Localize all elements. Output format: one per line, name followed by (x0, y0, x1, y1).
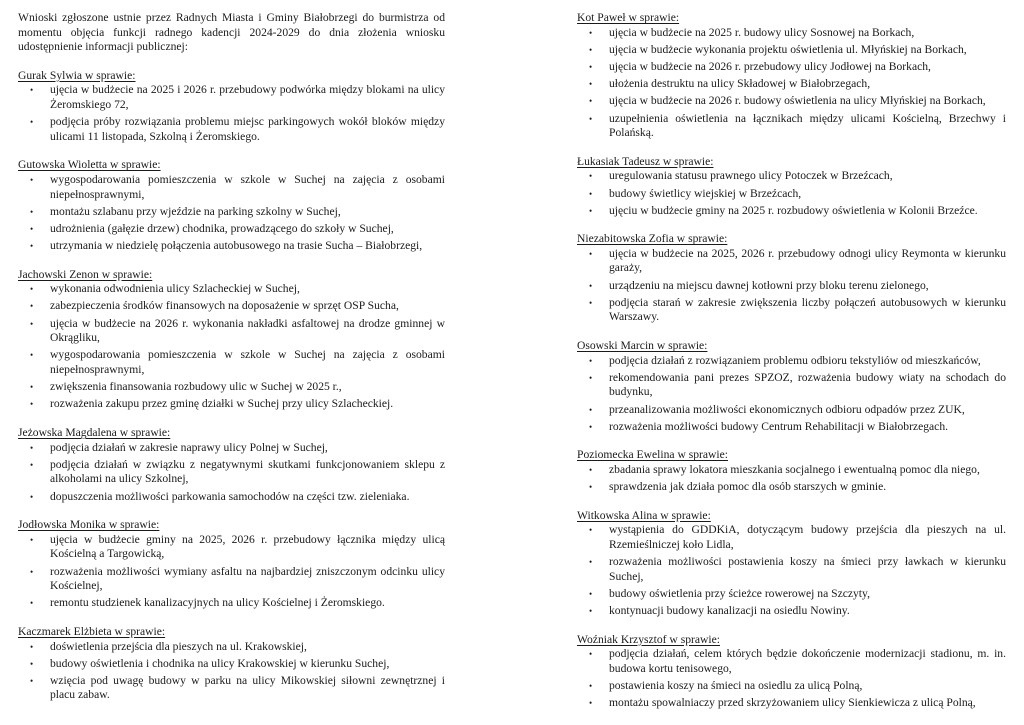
bullet-icon: • (30, 459, 34, 470)
request-text: ujęcia w budżecie na 2026 r. przebudowy ulicy Jodłowej na Borkach, (609, 59, 931, 73)
bullet-icon: • (30, 675, 34, 686)
request-list (577, 169, 1006, 218)
request-item (589, 696, 1006, 711)
request-text: zabezpieczenia środków finansowych na doposażenie w sprzęt OSP Sucha, (50, 299, 399, 313)
request-item (589, 203, 1006, 219)
request-text: wygospodarowania pomieszczenia w szkole w Suchej na zajęcia z osobami niepełnosprawnymi, (50, 348, 445, 377)
request-list (577, 247, 1006, 325)
request-text: rekomendowania pani prezes SPZOZ, rozważenia budowy wiaty na schodach do budynku, (609, 370, 1006, 399)
councillor-section (18, 426, 445, 504)
request-item (589, 246, 1006, 276)
intro-paragraph: Wnioski zgłoszone ustnie przez Radnych Miasta i Gminy Białobrzegi do burmistrza od momentu objęcia funkcji radnego kadencji 2024-2029 do dnia złożenia wniosku udostępnienie informacji publicznej: (18, 11, 445, 54)
request-text: utrzymania w niedzielę połączenia autobusowego na trasie Sucha – Białobrzegi, (50, 239, 423, 253)
request-item (589, 169, 1006, 184)
request-text: ujęcia w budżecie na 2026 r. budowy oświetlenia na ulicy Młyńskiej na Borkach, (609, 94, 986, 108)
request-item (589, 111, 1006, 141)
bullet-icon: • (589, 482, 593, 493)
councillor-name-heading: Niezabitowska Zofia w sprawie: (577, 232, 728, 246)
councillor-name-heading: Gurak Sylwia w sprawie: (18, 68, 136, 82)
request-item (30, 596, 445, 611)
bullet-icon: • (30, 223, 34, 234)
request-text: rozważenia zakupu przez gminę działki w Suchej przy ulicy Szlacheckiej. (50, 397, 394, 411)
request-list (577, 523, 1006, 618)
bullet-icon: • (589, 404, 593, 415)
request-text: dopuszczenia możliwości parkowania samochodów na części tzw. zieleniaka. (50, 489, 410, 503)
request-text: wygospodarowania pomieszczenia w szkole w Suchej na zajęcia z osobami niepełnosprawnymi, (50, 172, 445, 201)
councillor-name-heading: Kot Paweł w sprawie: (577, 11, 680, 24)
bullet-icon: • (589, 698, 593, 709)
bullet-icon: • (30, 174, 34, 185)
bullet-icon: • (30, 566, 34, 577)
councillor-name-heading: Jachowski Zenon w sprawie: (18, 267, 153, 281)
request-item (589, 523, 1006, 552)
request-item (30, 282, 445, 297)
bullet-icon: • (589, 171, 593, 182)
request-text: ujęciu w budżecie gminy na 2025 r. rozbudowy oświetlenia w Kolonii Brzeźce. (609, 203, 978, 217)
request-text: budowy oświetlenia przy ścieżce rowerowej na Szczyty, (609, 586, 870, 600)
request-item (589, 480, 1006, 495)
request-item (30, 673, 445, 703)
request-item (30, 656, 445, 672)
councillor-section (18, 518, 445, 611)
request-text: ujęcia w budżecie na 2025 r. budowy ulicy Sosnowej na Borkach, (609, 25, 915, 39)
request-list (18, 533, 445, 611)
councillor-name-heading: Osowski Marcin w sprawie: (577, 339, 708, 353)
councillor-section (577, 339, 1006, 434)
request-text: zwiększenia finansowania rozbudowy ulic w Suchej w 2025 r., (50, 380, 342, 394)
request-text: ułożenia destruktu na ulicy Składowej w Białobrzegach, (609, 77, 871, 91)
request-text: podjęcia działań, celem których będzie dokończenie modernizacji stadionu, m. in. budowa kortu tenisowego, (609, 647, 1006, 675)
request-text: postawienia koszy na śmieci na osiedlu za ulicą Polną, (609, 679, 863, 693)
request-text: uzupełnienia oświetlenia na łącznikach między ulicami Kościelną, Brzechwy i Polańską. (609, 111, 1006, 140)
bullet-icon: • (589, 525, 593, 536)
document-page-right (577, 11, 1006, 725)
request-item (30, 348, 445, 377)
bullet-icon: • (30, 382, 34, 393)
request-text: budowy świetlicy wiejskiej w Brzeźcach, (609, 186, 802, 200)
request-item (30, 532, 445, 562)
request-item (30, 457, 445, 487)
request-item (589, 295, 1006, 325)
bullet-icon: • (30, 206, 34, 217)
request-text: montażu szlabanu przy wjeździe na parking szkolny w Suchej, (50, 204, 341, 218)
request-text: ujęcia w budżecie na 2025 i 2026 r. przebudowy podwórka między blokami na ulicy Żeromskiego 72, (50, 83, 445, 111)
request-text: przeanalizowania możliwości ekonomicznych odbioru odpadów przez ZUK, (609, 402, 965, 416)
request-text: rozważenia możliwości wymiany asfaltu na najbardziej zniszczonym odcinku ulicy Kościelnej, (50, 564, 445, 593)
bullet-icon: • (589, 464, 593, 475)
councillor-section (577, 509, 1006, 619)
councillor-section (18, 69, 445, 145)
bullet-icon: • (589, 372, 593, 383)
request-list (577, 354, 1006, 435)
bullet-icon: • (30, 85, 34, 96)
bullet-icon: • (589, 421, 593, 432)
request-item (30, 204, 445, 220)
bullet-icon: • (589, 606, 593, 617)
request-text: podjęcia starań w zakresie zwiększenia liczby połączeń autobusowych w kierunku Warszawy. (609, 295, 1006, 324)
bullet-icon: • (589, 61, 593, 72)
request-text: wykonania odwodnienia ulicy Szlacheckiej w Suchej, (50, 282, 300, 296)
request-list (18, 173, 445, 254)
request-text: kontynuacji budowy kanalizacji na osiedlu Nowiny. (609, 604, 850, 618)
bullet-icon: • (30, 641, 34, 652)
bullet-icon: • (589, 113, 593, 124)
request-list (18, 441, 445, 505)
bullet-icon: • (589, 44, 593, 55)
request-text: rozważenia możliwości postawienia koszy na śmieci przy ławkach w kierunku Suchej, (609, 555, 1006, 583)
bullet-icon: • (589, 96, 593, 107)
request-item (30, 440, 445, 456)
bullet-icon: • (30, 117, 34, 128)
request-item (589, 94, 1006, 109)
request-text: doświetlenia przejścia dla pieszych na ul. Krakowskiej, (50, 639, 307, 653)
bullet-icon: • (589, 248, 593, 259)
request-item (30, 380, 445, 395)
request-item (30, 639, 445, 655)
councillor-name-heading: Łukasiak Tadeusz w sprawie: (577, 154, 714, 168)
request-item (589, 278, 1006, 294)
request-item (589, 419, 1006, 435)
request-item (589, 77, 1006, 92)
request-text: podjęcia działań w związku z negatywnymi skutkami funkcjonowaniem sklepu z alkoholami na ulicy Szkolnej, (50, 457, 445, 486)
bullet-icon: • (589, 681, 593, 692)
request-item (589, 679, 1006, 694)
councillor-name-heading: Gutowska Wioletta w sprawie: (18, 158, 161, 172)
councillor-section (577, 232, 1006, 325)
bullet-icon: • (589, 355, 593, 366)
councillor-name-heading: Jodłowska Monika w sprawie: (18, 518, 160, 532)
request-item (589, 59, 1006, 75)
request-text: urządzeniu na miejscu dawnej kotłowni przy bloku terenu zielonego, (609, 278, 929, 292)
request-text: wystąpienia do GDDKiA, dotyczącym budowy przejścia dla pieszych na ul. Rzemieślniczej koło Lidla, (609, 523, 1006, 551)
request-item (589, 402, 1006, 418)
request-item (589, 462, 1006, 478)
bullet-icon: • (589, 188, 593, 199)
bullet-icon: • (589, 297, 593, 308)
councillor-section (18, 158, 445, 253)
bullet-icon: • (30, 598, 34, 609)
councillor-name-heading: Woźniak Krzysztof w sprawie: (577, 632, 720, 646)
request-text: ujęcia w budżecie na 2026 r. wykonania nakładki asfaltowej na drodze gminnej w Okrągliku, (50, 316, 445, 345)
bullet-icon: • (30, 442, 34, 453)
bullet-icon: • (30, 284, 34, 295)
councillor-name-heading: Witkowska Alina w sprawie: (577, 508, 711, 522)
bullet-icon: • (589, 649, 593, 660)
councillor-section (577, 448, 1006, 494)
request-list (577, 647, 1006, 711)
request-text: podjęcia próby rozwiązania problemu miejsc parkingowych wokół bloków między ulicami 11 listopada, Szkolną i Żeromskiego. (50, 115, 445, 143)
request-item (30, 299, 445, 314)
councillor-section (18, 268, 445, 412)
bullet-icon: • (30, 318, 34, 329)
bullet-icon: • (30, 658, 34, 669)
request-item (30, 489, 445, 505)
councillor-name-heading: Jeżowska Magdalena w sprawie: (18, 426, 171, 439)
request-item (589, 186, 1006, 202)
request-item (30, 316, 445, 346)
request-item (30, 239, 445, 254)
bullet-icon: • (30, 350, 34, 361)
request-item (589, 604, 1006, 619)
request-item (589, 586, 1006, 602)
request-list (18, 83, 445, 144)
request-item (589, 42, 1006, 58)
request-item (589, 555, 1006, 584)
request-text: remontu studzienek kanalizacyjnych na ulicy Kościelnej i Żeromskiego. (50, 596, 385, 610)
request-text: ujęcia w budżecie gminy na 2025, 2026 r. przebudowy łącznika między ulicą Kościelną a Targowicką, (50, 532, 445, 561)
request-text: sprawdzenia jak działa pomoc dla osób starszych w gminie. (609, 480, 887, 494)
request-item (30, 115, 445, 144)
request-text: ujęcia w budżecie na 2025, 2026 r. przebudowy odnogi ulicy Reymonta w kierunku garaży, (609, 246, 1006, 275)
request-list (18, 640, 445, 704)
request-item (589, 647, 1006, 676)
right-sections (577, 11, 1006, 711)
bullet-icon: • (30, 399, 34, 410)
councillor-name-heading: Poziomecka Ewelina w sprawie: (577, 448, 728, 462)
councillor-name-heading: Kaczmarek Elżbieta w sprawie: (18, 624, 166, 638)
request-item (589, 353, 1006, 369)
request-text: ujęcia w budżecie wykonania projektu oświetlenia ul. Młyńskiej na Borkach, (609, 42, 967, 56)
request-text: udrożnienia (gałęzie drzew) chodnika, prowadzącego do szkoły w Suchej, (50, 221, 394, 235)
request-item (30, 172, 445, 202)
request-text: uregulowania statusu prawnego ulicy Potoczek w Brzeźcach, (609, 169, 893, 183)
request-text: wzięcia pod uwagę budowy w parku na ulicy Mikowskiej siłowni zewnętrznej i placu zabaw. (50, 673, 445, 702)
request-text: zbadania sprawy lokatora mieszkania socjalnego i ewentualną pomoc dla niego, (609, 462, 980, 476)
bullet-icon: • (589, 205, 593, 216)
request-text: budowy oświetlenia i chodnika na ulicy Krakowskiej w kierunku Suchej, (50, 656, 390, 670)
bullet-icon: • (30, 241, 34, 252)
request-list (18, 282, 445, 412)
request-item (30, 397, 445, 412)
document-page-left (18, 11, 445, 717)
request-text: rozważenia możliwości budowy Centrum Rehabilitacji w Białobrzegach. (609, 419, 949, 433)
bullet-icon: • (30, 534, 34, 545)
request-item (30, 83, 445, 112)
request-text: podjęcia działań z rozwiązaniem problemu odbioru tekstyliów od mieszkańców, (609, 353, 981, 367)
bullet-icon: • (589, 27, 593, 38)
request-list (577, 26, 1006, 141)
request-item (589, 370, 1006, 400)
councillor-section (577, 11, 1006, 141)
request-item (589, 25, 1006, 41)
bullet-icon: • (589, 557, 593, 568)
bullet-icon: • (589, 588, 593, 599)
councillor-section (577, 155, 1006, 219)
request-item (30, 564, 445, 594)
bullet-icon: • (589, 280, 593, 291)
bullet-icon: • (589, 79, 593, 90)
bullet-icon: • (30, 301, 34, 312)
request-text: podjęcia działań w zakresie naprawy ulicy Polnej w Suchej, (50, 440, 328, 454)
request-item (30, 221, 445, 237)
councillor-section (577, 633, 1006, 711)
bullet-icon: • (30, 491, 34, 502)
request-list (577, 463, 1006, 495)
left-sections (18, 69, 445, 703)
request-text: montażu spowalniaczy przed skrzyżowaniem ulicy Sienkiewicza z ulicą Polną, (609, 696, 976, 710)
councillor-section (18, 625, 445, 703)
